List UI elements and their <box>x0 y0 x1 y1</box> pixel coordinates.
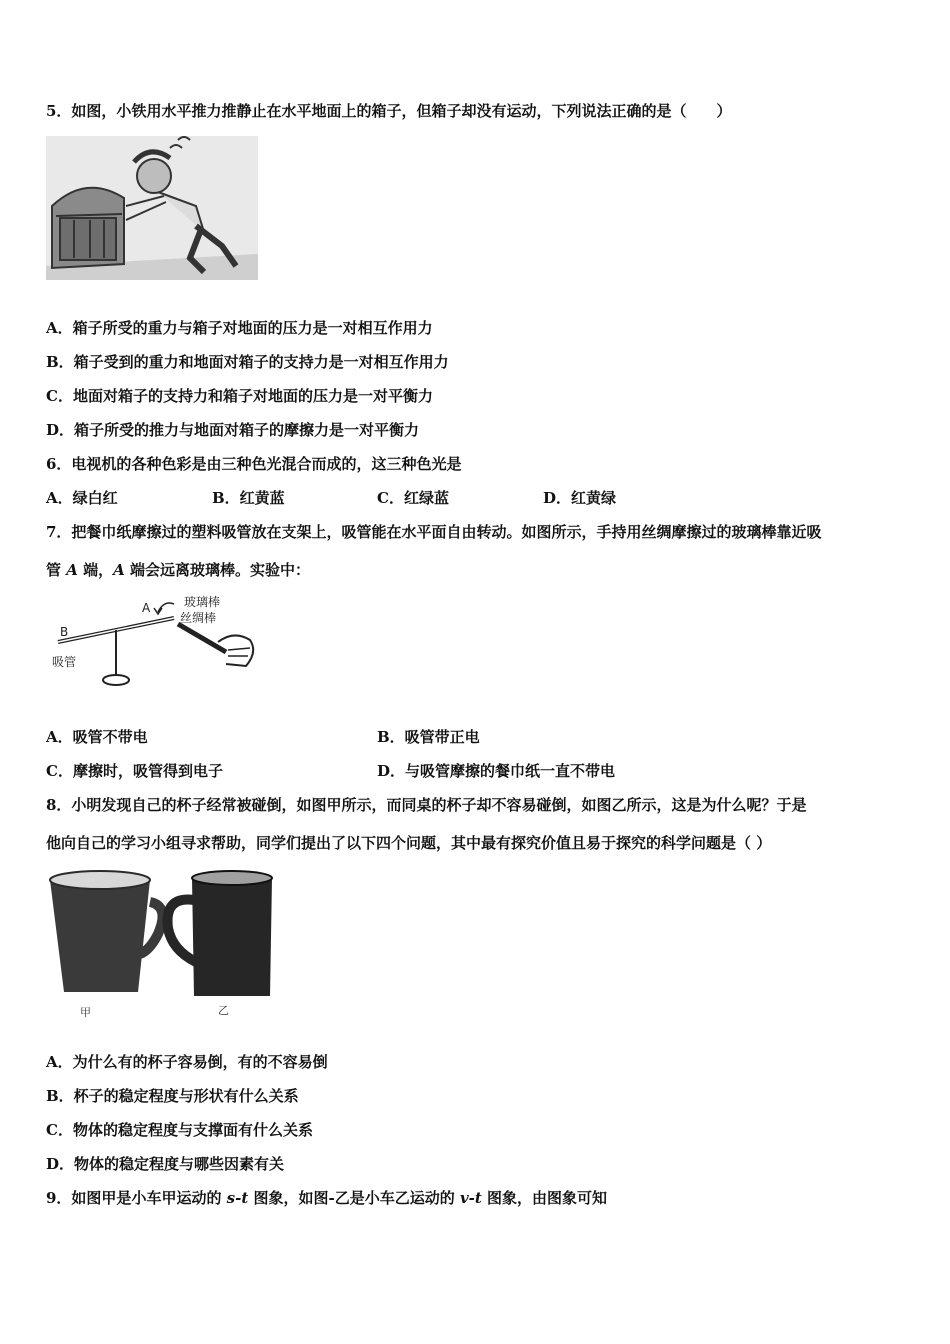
q8-option-d[interactable]: D．物体的稳定程度与哪些因素有关 <box>46 1155 285 1173</box>
q5-stem: 5．如图，小铁用水平推力推静止在水平地面上的箱子，但箱子却没有运动，下列说法正确的是（ ） <box>46 102 732 120</box>
q8-stem-line1: 8．小明发现自己的杯子经常被碰倒，如图甲所示，而同桌的杯子却不容易碰倒，如图乙所示，这是为什么呢？于是 <box>46 796 807 814</box>
label-yi: 乙 <box>218 1004 229 1017</box>
q7-option-b[interactable]: B．吸管带正电 <box>377 728 480 746</box>
q5-option-b[interactable]: B．箱子受到的重力和地面对箱子的支持力是一对相互作用力 <box>46 353 449 371</box>
q5-option-d[interactable]: D．箱子所受的推力与地面对箱子的摩擦力是一对平衡力 <box>46 421 420 439</box>
q9-stem-part-a: 9．如图甲是小车甲运动的 <box>46 1189 227 1207</box>
q7-stem-part-b: 端， <box>77 561 114 579</box>
q7-option-a[interactable]: A．吸管不带电 <box>46 728 148 746</box>
q7-var-a2: A <box>113 561 125 579</box>
label-straw: 吸管 <box>52 655 77 669</box>
label-rod-2: 丝绸棒 <box>180 611 217 625</box>
q5-figure-box-pushing <box>46 136 258 280</box>
q7-option-c[interactable]: C．摩擦时，吸管得到电子 <box>46 762 223 780</box>
q9-stem-part-b: 图象，如图-乙是小车乙运动的 <box>248 1189 460 1207</box>
cup-jia <box>50 871 163 992</box>
q6-option-c[interactable]: C．红绿蓝 <box>377 489 449 507</box>
q7-figure-straw-experiment <box>46 590 260 696</box>
q8-option-a[interactable]: A．为什么有的杯子容易倒，有的不容易倒 <box>46 1053 328 1071</box>
q9-var-st: s-t <box>226 1189 249 1207</box>
q8-stem-line2: 他向自己的学习小组寻求帮助，同学们提出了以下四个问题，其中最有探究价值且易于探究的科学问题是（ ） <box>46 834 772 852</box>
label-b: B <box>60 625 69 639</box>
stand-base <box>103 675 129 685</box>
q5-option-c[interactable]: C．地面对箱子的支持力和箱子对地面的压力是一对平衡力 <box>46 387 433 405</box>
q9-var-vt: v-t <box>459 1189 482 1207</box>
label-rod: 玻璃棒 <box>184 595 221 609</box>
label-a: A <box>142 601 151 615</box>
q7-option-d[interactable]: D．与吸管摩擦的餐巾纸一直不带电 <box>377 762 616 780</box>
glass-rod <box>178 624 226 652</box>
q9-stem <box>46 1188 607 1208</box>
q6-stem: 6．电视机的各种色彩是由三种色光混合而成的，这三种色光是 <box>46 455 462 473</box>
q7-var-a1: A <box>66 561 78 579</box>
q6-option-b[interactable]: B．红黄蓝 <box>212 489 285 507</box>
q8-figure-cups <box>46 866 278 1022</box>
q8-option-c[interactable]: C．物体的稳定程度与支撑面有什么关系 <box>46 1121 313 1139</box>
q7-stem-part-a: 管 <box>46 561 67 579</box>
q7-stem-part-c: 端会远离玻璃棒。实验中： <box>124 561 310 579</box>
q5-option-a[interactable]: A．箱子所受的重力与箱子对地面的压力是一对相互作用力 <box>46 319 433 337</box>
q9-stem-part-c: 图象，由图象可知 <box>481 1189 608 1207</box>
q8-option-b[interactable]: B．杯子的稳定程度与形状有什么关系 <box>46 1087 299 1105</box>
treasure-chest <box>52 188 124 268</box>
cup-yi <box>168 871 272 996</box>
q7-stem-line1: 7．把餐巾纸摩擦过的塑料吸管放在支架上，吸管能在水平面自由转动。如图所示，手持用丝绸摩擦过的玻璃棒靠近吸 <box>46 523 822 541</box>
label-jia: 甲 <box>80 1006 91 1019</box>
q7-stem-line2 <box>46 560 310 580</box>
q6-option-a[interactable]: A．绿白红 <box>46 489 118 507</box>
q6-option-d[interactable]: D．红黄绿 <box>543 489 617 507</box>
